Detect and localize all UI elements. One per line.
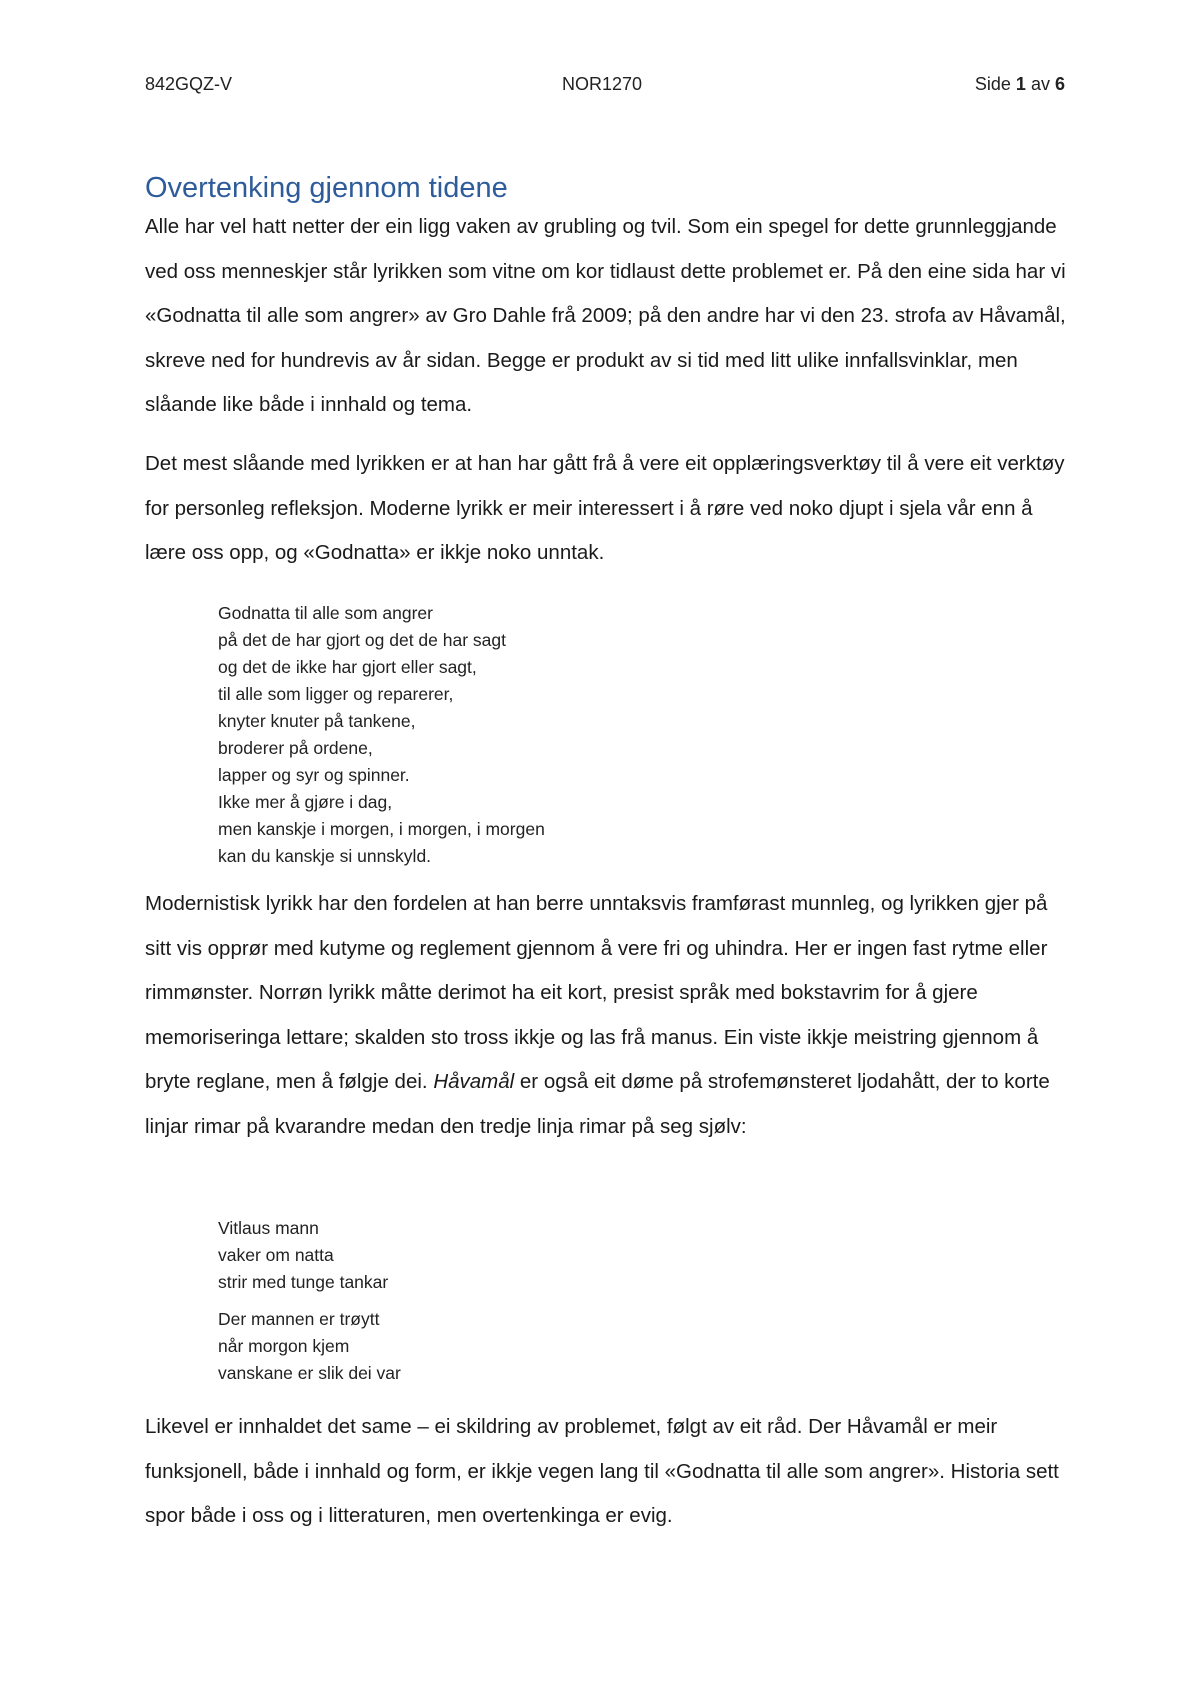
page-total: 6 xyxy=(1054,74,1065,94)
poem-line: og det de ikke har gjort eller sagt, xyxy=(218,657,477,677)
havamal-title-emphasis: Håvamål xyxy=(433,1070,515,1093)
poem-line: på det de har gjort og det de har sagt xyxy=(218,630,506,650)
page-of: av xyxy=(1030,74,1050,94)
poem-line: vanskane er slik dei var xyxy=(218,1363,401,1383)
poem-line: kan du kanskje si unnskyld. xyxy=(218,846,432,866)
poem-line: men kanskje i morgen, i morgen, i morgen xyxy=(218,819,545,839)
poem-havamal-stanza-1 xyxy=(218,1215,388,1296)
header-document-id: 842GQZ-V xyxy=(145,74,233,94)
poem-havamal-stanza-2 xyxy=(218,1306,401,1387)
header-page-number xyxy=(975,74,1065,95)
poem-godnatta xyxy=(218,600,545,870)
paragraph-intro: Alle har vel hatt netter der ein ligg vaken av grubling og tvil. Som ein spegel for dette grunnleggjande ved oss menneskjer står lyrikken som vitne om kor tidlaust dette problemet er. På den eine sida har vi «Godnatta til alle som angrer» av Gro Dahle frå 2009; på den andre har vi den 23. strofa av Håvamål, skreve ned for hundrevis av år sidan. Begge er produkt av si tid med litt ulike innfallsvinklar, men slåande like både i innhald og tema. xyxy=(145,215,1066,416)
paragraph-form-part-2: er også eit døme på strofemønsteret ljodahått, der to korte linjar rimar på kvarandre medan den tredje linja rimar på seg sjølv: xyxy=(145,1070,1050,1138)
poem-line: knyter knuter på tankene, xyxy=(218,711,416,731)
page-header xyxy=(145,74,1065,98)
document-title: Overtenking gjennom tidene xyxy=(145,172,508,204)
paragraph-development: Det mest slåande med lyrikken er at han har gått frå å vere eit opplæringsverktøy til å vere eit verktøy for personleg refleksjon. Moderne lyrikk er meir interessert i å røre ved noko djupt i sjela vår enn å lære oss opp, og «Godnatta» er ikkje noko unntak. xyxy=(145,452,1065,564)
page-current: 1 xyxy=(1015,74,1026,94)
poem-line: Godnatta til alle som angrer xyxy=(218,603,433,623)
poem-line: vaker om natta xyxy=(218,1245,334,1265)
poem-line: strir med tunge tankar xyxy=(218,1272,389,1292)
page-prefix: Side xyxy=(974,74,1011,94)
poem-line: Der mannen er trøytt xyxy=(218,1309,380,1329)
paragraph-conclusion: Likevel er innhaldet det same – ei skildring av problemet, følgt av eit råd. Der Håvamål er meir funksjonell, både i innhald og form, er ikkje vegen lang til «Godnatta til alle som angrer». Historia sett spor både i oss og i litteraturen, men overtenkinga er evig. xyxy=(145,1415,1059,1527)
poem-line: Ikke mer å gjøre i dag, xyxy=(218,792,393,812)
paragraph-form xyxy=(145,882,1075,1149)
poem-line: til alle som ligger og reparerer, xyxy=(218,684,454,704)
paragraph-form-part-1: Modernistisk lyrikk har den fordelen at han berre unntaksvis framførast munnleg, og lyrikken gjer på sitt vis opprør med kutyme og reglement gjennom å vere fri og uhindra. Her er ingen fast rytme eller rimmønster. Norrøn lyrikk måtte derimot ha eit kort, presist språk med bokstavrim for å gjere memoriseringa lettare; skalden sto tross ikkje og las frå manus. Ein viste ikkje meistring gjennom å bryte reglane, men å følgje dei. xyxy=(145,892,1048,1093)
header-course-code: NOR1270 xyxy=(562,74,643,94)
poem-line: broderer på ordene, xyxy=(218,738,373,758)
poem-line: når morgon kjem xyxy=(218,1336,350,1356)
poem-line: lapper og syr og spinner. xyxy=(218,765,410,785)
poem-line: Vitlaus mann xyxy=(218,1218,319,1238)
